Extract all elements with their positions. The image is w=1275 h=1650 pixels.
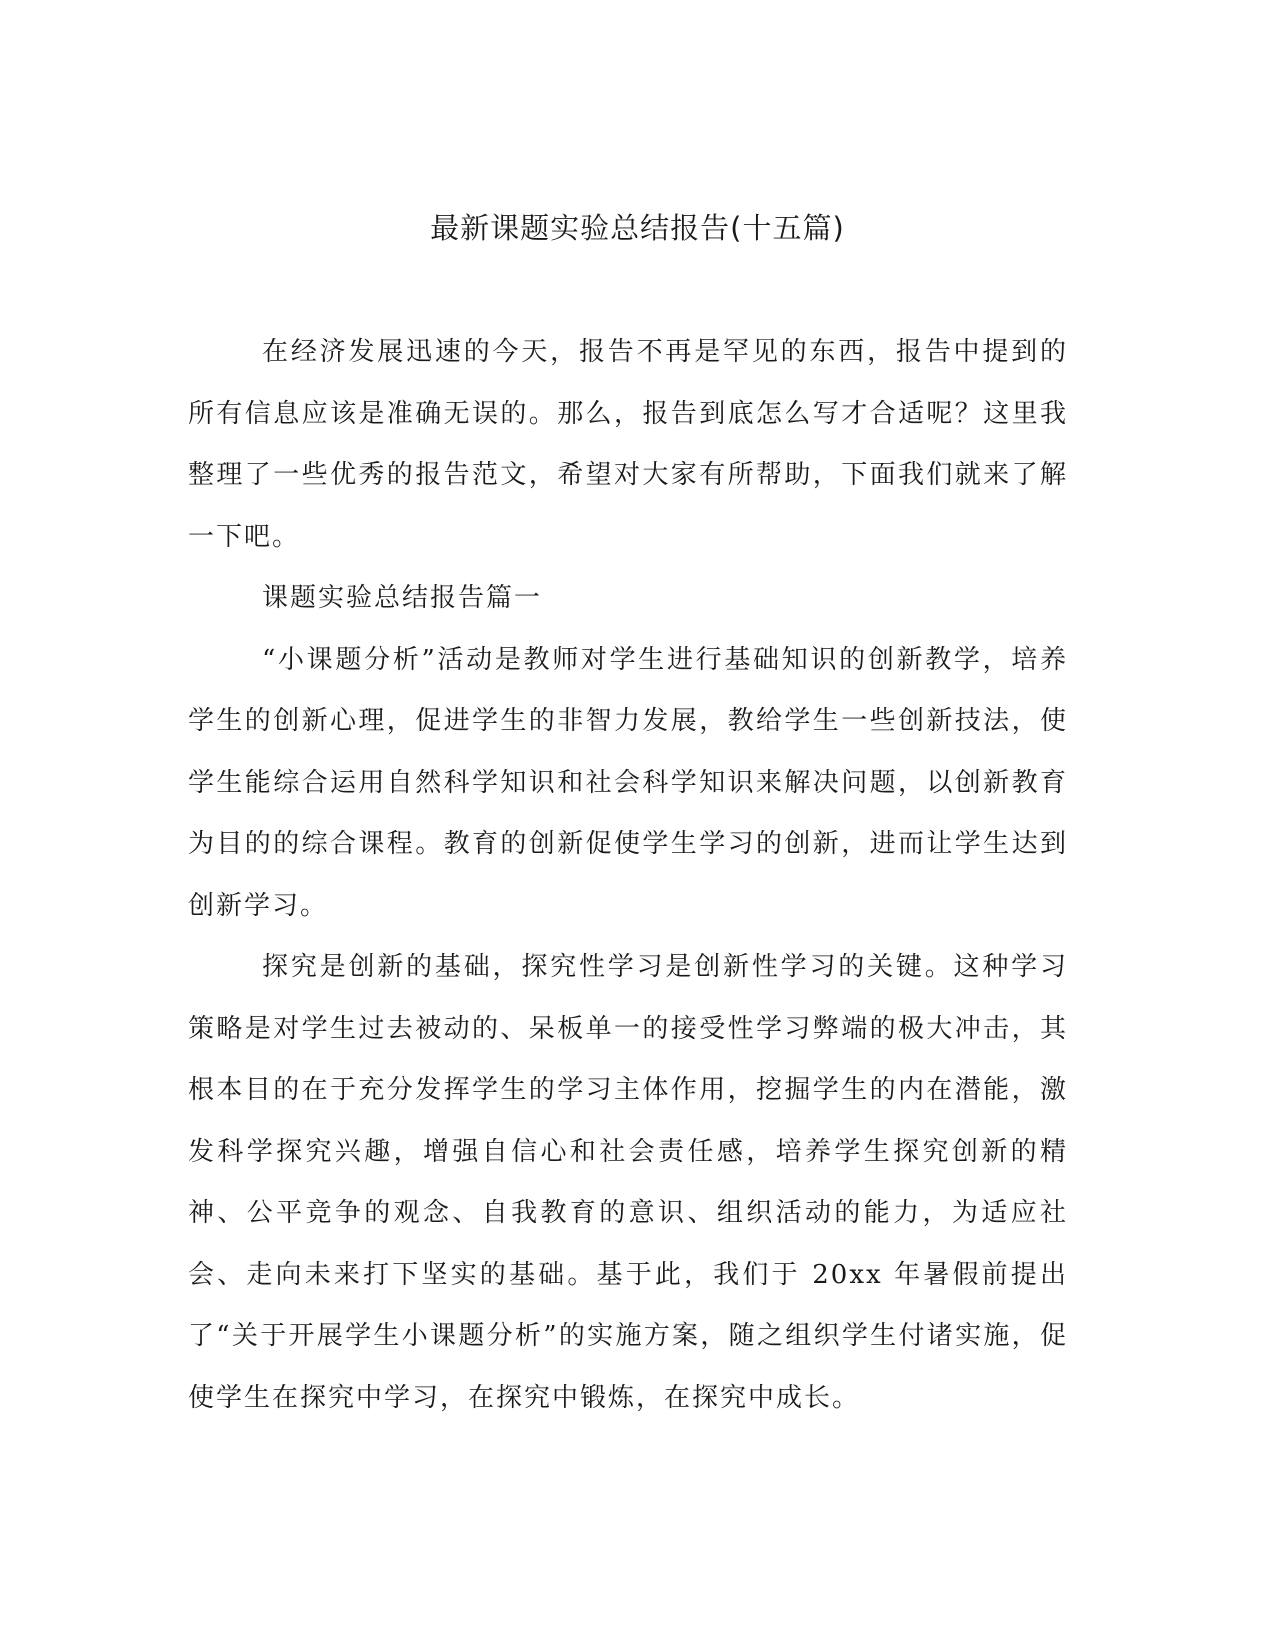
document-body xyxy=(188,322,1068,1429)
body-paragraph: 探究是创新的基础，探究性学习是创新性学习的关键。这种学习策略是对学生过去被动的、呆板单一的接受性学习弊端的极大冲击，其根本目的在于充分发挥学生的学习主体作用，挖掘学生的内在潜能，激发科学探究兴趣，增强自信心和社会责任感，培养学生探究创新的精神、公平竞争的观念、自我教育的意识、组织活动的能力，为适应社会、走向未来打下坚实的基础。基于此，我们于 20xx 年暑假前提出了“关于开展学生小课题分析”的实施方案，随之组织学生付诸实施，促使学生在探究中学习，在探究中锻炼，在探究中成长。 xyxy=(188,952,1068,1413)
document-title: 最新课题实验总结报告(十五篇) xyxy=(430,211,845,245)
body-paragraph: “小课题分析”活动是教师对学生进行基础知识的创新教学，培养学生的创新心理，促进学生的非智力发展，教给学生一些创新技法，使学生能综合运用自然科学知识和社会科学知识来解决问题，以创新教育为目的的综合课程。教育的创新促使学生学习的创新，进而让学生达到创新学习。 xyxy=(188,644,1068,921)
intro-paragraph: 在经济发展迅速的今天，报告不再是罕见的东西，报告中提到的所有信息应该是准确无误的。那么，报告到底怎么写才合适呢？这里我整理了一些优秀的报告范文，希望对大家有所帮助，下面我们就来了解一下吧。 xyxy=(188,337,1068,552)
section-heading: 课题实验总结报告篇一 xyxy=(262,583,543,613)
